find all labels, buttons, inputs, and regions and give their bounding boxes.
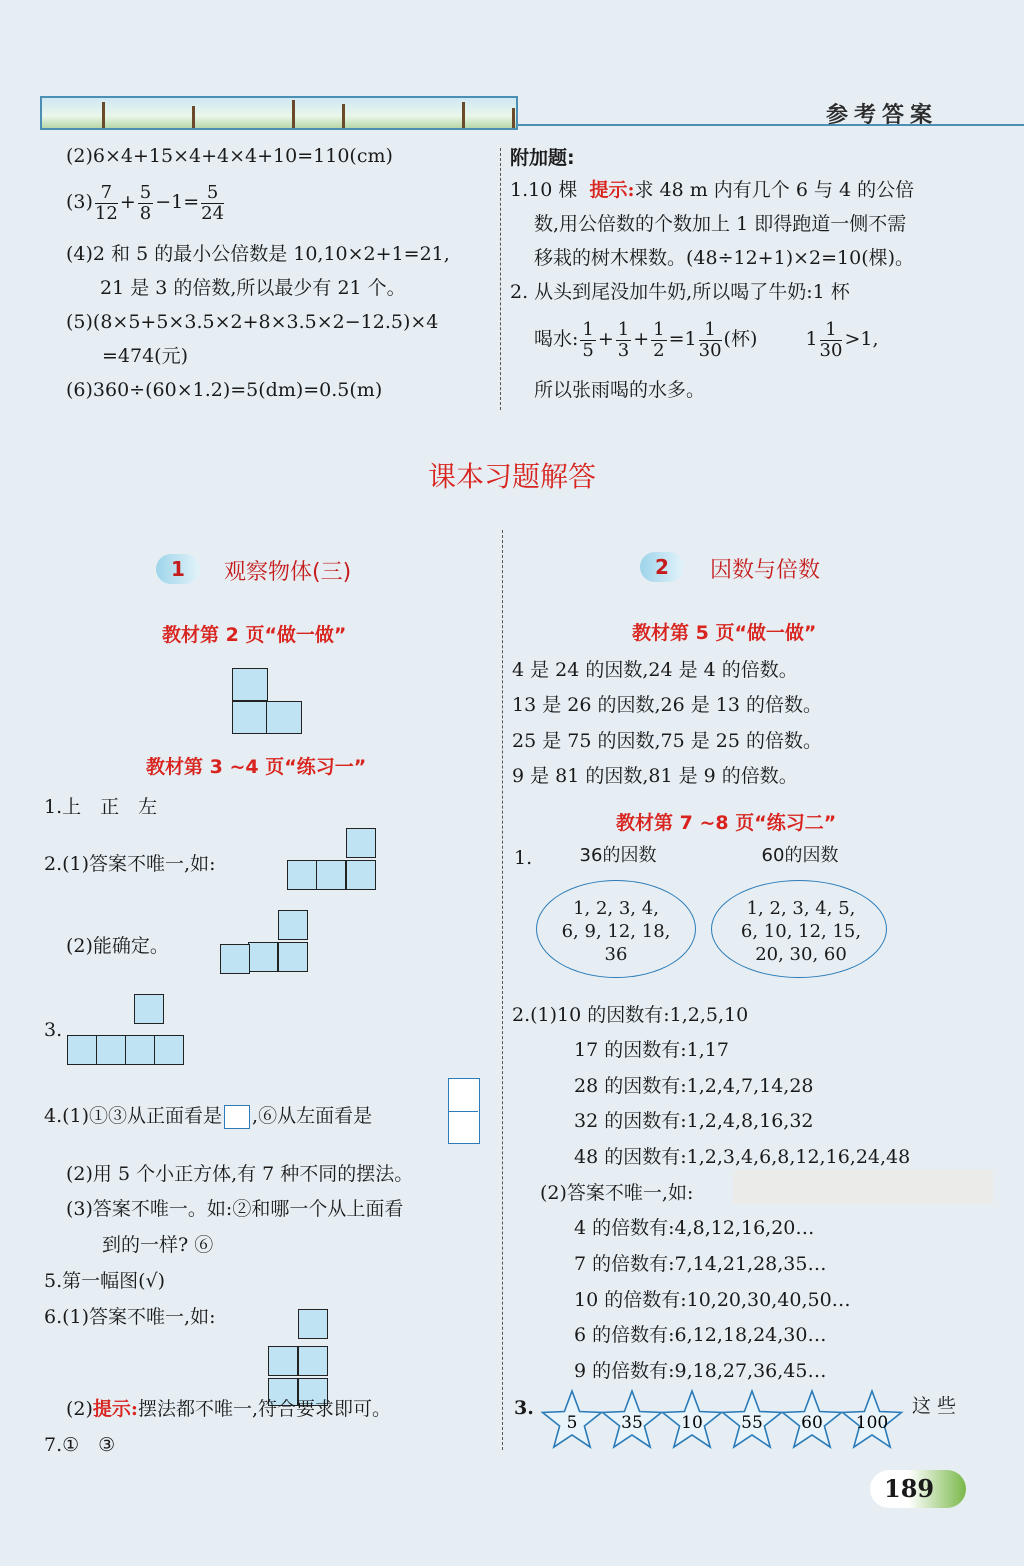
exercise-2-2: (2)能确定。 [66, 935, 169, 957]
textbook-subheading: 教材第 7 ~8 页“练习二” [616, 812, 837, 834]
star-number: 10 [681, 1413, 703, 1433]
exercise-3: 3. [44, 1019, 63, 1041]
factor-set-values: 1, 2, 3, 4, [573, 898, 659, 919]
square-view-icon [224, 1105, 250, 1129]
factor-list: 28 的因数有:1,2,4,7,14,28 [574, 1075, 814, 1097]
star-number: 35 [621, 1413, 643, 1433]
section-title: 课本习题解答 [427, 460, 596, 493]
factor-set-values: 20, 30, 60 [755, 944, 847, 965]
page-number: 189 [870, 1470, 966, 1508]
exercise-7: 7.① ③ [44, 1434, 116, 1456]
main-column-divider [502, 530, 503, 1450]
exercise-label: 1. [514, 847, 533, 869]
multiple-list: 9 的倍数有:9,18,27,36,45… [574, 1360, 827, 1382]
bonus-q2-line1: 2. 从头到尾没加牛奶,所以喝了牛奶:1 杯 [510, 281, 850, 303]
answer-4b: 21 是 3 的倍数,所以最少有 21 个。 [100, 277, 406, 299]
fraction: $\frac{5}{24}$ [201, 181, 225, 224]
exercise-label: 3. [514, 1397, 534, 1419]
unit-title: 观察物体(三) [224, 560, 352, 585]
textbook-subheading: 教材第 3 ~4 页“练习一” [146, 756, 367, 778]
exercise-4-2: (2)用 5 个小正方体,有 7 种不同的摆法。 [66, 1163, 414, 1185]
bonus-q2-line3: 所以张雨喝的水多。 [534, 379, 706, 401]
factor-list: 32 的因数有:1,2,4,8,16,32 [574, 1110, 814, 1132]
multiple-list: 10 的倍数有:10,20,30,40,50… [574, 1289, 851, 1311]
exercise-3-tail: 这 些 [912, 1395, 957, 1417]
factor-statement: 25 是 75 的因数,75 是 25 的倍数。 [512, 730, 822, 752]
rectangle-view-icon [448, 1078, 480, 1144]
bonus-q1-line2: 数,用公倍数的个数加上 1 即得跑道一侧不需 [534, 213, 907, 235]
blank-patch [733, 1170, 993, 1204]
exercise-6-1: 6.(1)答案不唯一,如: [44, 1306, 216, 1328]
unit-number-badge: 1 [156, 554, 200, 584]
answer-3: (3) $\frac{7}{12}$ + $\frac{5}{8}$ −1= $\frac{5}{24}$ [66, 181, 225, 224]
factor-set-values: 6, 9, 12, 18, [561, 921, 671, 942]
factor-list: 2.(1)10 的因数有:1,2,5,10 [512, 1004, 749, 1026]
textbook-subheading: 教材第 5 页“做一做” [632, 622, 817, 644]
exercise-1: 1.上 正 左 [44, 796, 158, 818]
exercise-6-2: (2)提示:摆法都不唯一,符合要求即可。 [66, 1398, 391, 1420]
set-title: 60的因数 [761, 845, 839, 866]
unit-number-badge: 2 [640, 552, 684, 582]
bonus-q2-line2: 喝水: $\frac{1}{5}$ + $\frac{1}{3}$ + $\frac{1}{2}$ =1 $\frac{1}{30}$ (杯) 1 $\frac{1}{30}$ >1, [534, 318, 879, 361]
factor-list: 17 的因数有:1,17 [574, 1039, 729, 1061]
factor-list: 48 的因数有:1,2,3,4,6,8,12,16,24,48 [574, 1146, 911, 1168]
answer-4a: (4)2 和 5 的最小公倍数是 10,10×2+1=21, [66, 243, 450, 265]
star-row [538, 1388, 908, 1454]
factor-statement: 13 是 26 的因数,26 是 13 的倍数。 [512, 694, 822, 716]
textbook-subheading: 教材第 2 页“做一做” [162, 624, 347, 646]
multiple-list: 7 的倍数有:7,14,21,28,35… [574, 1253, 827, 1275]
bonus-q1-line3: 移栽的树木棵数。(48÷12+1)×2=10(棵)。 [534, 247, 915, 269]
bonus-q1-line1: 1.10 棵 提示:求 48 m 内有几个 6 与 4 的公倍 [510, 179, 915, 201]
answer-6: (6)360÷(60×1.2)=5(dm)=0.5(m) [66, 379, 383, 401]
star-number: 60 [801, 1413, 823, 1433]
multiple-list: 4 的倍数有:4,8,12,16,20… [574, 1217, 815, 1239]
set-title: 36的因数 [579, 845, 657, 866]
top-column-divider [500, 148, 501, 410]
star-number: 100 [855, 1413, 889, 1433]
header-banner-image [40, 96, 518, 130]
star-number: 5 [566, 1413, 578, 1433]
bonus-heading: 附加题: [510, 147, 575, 169]
factor-set-values: 1, 2, 3, 4, 5, [746, 898, 856, 919]
exercise-2-1: 2.(1)答案不唯一,如: [44, 853, 216, 875]
exercise-4-1: 4.(1)①③从正面看是 ,⑥从左面看是 [44, 1105, 373, 1127]
factor-set-values: 6, 10, 12, 15, [740, 921, 862, 942]
fraction: $\frac{7}{12}$ [94, 181, 118, 224]
multiple-intro: (2)答案不唯一,如: [540, 1182, 694, 1204]
unit-title: 因数与倍数 [710, 558, 821, 583]
factor-statement: 9 是 81 的因数,81 是 9 的倍数。 [512, 765, 798, 787]
exercise-5: 5.第一幅图(√) [44, 1270, 166, 1292]
answer-5a: (5)(8×5+5×3.5×2+8×3.5×2−12.5)×4 [66, 311, 439, 333]
factor-set-values: 36 [604, 944, 628, 965]
star-number: 55 [741, 1413, 763, 1433]
multiple-list: 6 的倍数有:6,12,18,24,30… [574, 1324, 827, 1346]
exercise-4-3b: 到的一样? ⑥ [102, 1234, 214, 1256]
exercise-4-3a: (3)答案不唯一。如:②和哪一个从上面看 [66, 1198, 404, 1220]
factor-statement: 4 是 24 的因数,24 是 4 的倍数。 [512, 659, 798, 681]
answer-2: (2)6×4+15×4+4×4+10=110(cm) [66, 145, 393, 167]
header-title: 参考答案 [826, 102, 939, 128]
answer-5b: =474(元) [102, 345, 189, 367]
header-rule [518, 124, 1024, 126]
fraction: $\frac{5}{8}$ [139, 181, 152, 224]
